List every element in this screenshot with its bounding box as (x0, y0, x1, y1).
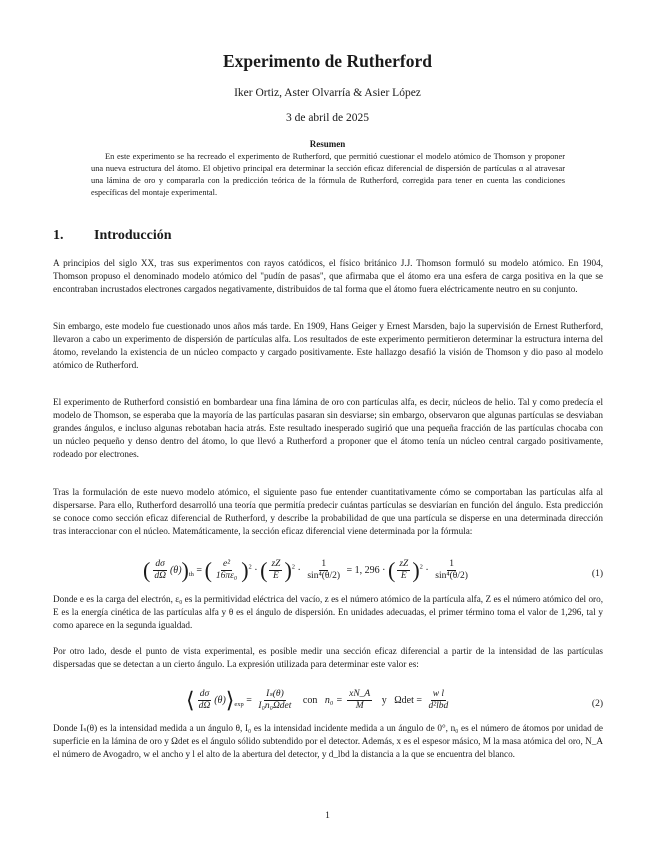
paragraph-1: A principios del siglo XX, tras sus experimentos con rayos catódicos, el físico británico J.J. Thomson formuló su modelo atómico. En 1904, Thomson propuso el denominado modelo atómico del "pudín de pasas", que afirmaba que el átomo era una esfera de carga positiva en la que se encontraban incrustados electrones cargados negativamente, distribuidos de tal forma que el átomo fuera eléctricamente neutro en su conjunto. (53, 258, 603, 294)
paper-date: 3 de abril de 2025 (285, 112, 370, 124)
paragraph-3: El experimento de Rutherford consistió en bombardear una fina lámina de oro con partículas alfa, es decir, núcleos de helio. Tal y como predecía el modelo de Thomson, se esperaba que la mayoría de las partículas pasaran sin desviarse; sin embargo, observaron que algunas partículas se desviaban grandes ángulos, e incluso algunas rebotaban hacia atrás. Este resultado inesperado sugirió que una pequeña fracción de las partículas chocaba con un núcleo pequeño y denso dentro del átomo, lo que llevó a Rutherford a proponer que el átomo tenía un núcleo central cargado positivamente, rodeado por electrones. (53, 397, 603, 459)
equation-1-body: ( $\frac{d\sigma}{d\Omega}$ $(\theta))_{th}$ = ( $\frac{\text{e²}}{\text{16πε₀}}$ )$^2$ · ( $\frac{zZ}{E}$ )$^2$ · $\frac{1}{\text{sin⁴(θ/2)}}$ = 1, 296 · ( $\frac{zZ}{E}$ )$^2$ · $\frac{1}{\text{sin⁴(θ/2)}}$ (143, 557, 468, 583)
section-heading (53, 228, 172, 244)
section-title: Introducción (94, 228, 172, 243)
abstract-text: En este experimento se ha recreado el experimento de Rutherford, que permitió cuestionar el modelo atómico de Thomson y proponer una nueva estructura del átomo. El objetivo principal era determinar la sección eficaz diferencial de dispersión de partículas α al atravesar una lámina de oro y compararla con la predicción teórica de la fórmula de Rutherford, corregida para tener en cuenta las condiciones específicas del montaje experimental. (91, 152, 565, 197)
equation-1 (53, 559, 603, 593)
paragraph-7: Donde Iₛ(θ) es la intensidad medida a un ángulo θ, I₀ es la intensidad incidente medida a un ángulo de 0°, n₀ es el número de átomos por unidad de superficie en la lámina de oro y Ωdet es el ángulo sólido subtendido por el detector. Además, x es el espesor másico, M la masa atómica del oro, N_A el número de Avogadro, w el ancho y l el alto de la abertura del detector, y d_lbd la distancia a la que se encuentra del blanco. (53, 723, 603, 759)
paragraph-5: Donde e es la carga del electrón, ε₀ es la permitividad eléctrica del vacío, z es el número atómico de la partícula alfa, Z es el número atómico del oro, E es la energía cinética de las partículas alfa y θ es el ángulo de dispersión. En unidades adecuadas, el primer término toma el valor de 1,296, tal y como aparece en la segunda igualdad. (53, 594, 603, 630)
paper-title: Experimento de Rutherford (222, 51, 432, 71)
equation-2-number: (2) (591, 699, 603, 709)
paragraph-4: Tras la formulación de este nuevo modelo atómico, el siguiente paso fue entender cuantitativamente cómo se comportaban las partículas alfa al dispersarse. Para ello, Rutherford desarrolló una teoría que permitía predecir cuántas partículas se desviarían en función del ángulo. Esta predicción se conoce como sección eficaz diferencial de Rutherford, y describe la probabilidad de que una partícula se disperse en una determinada dirección tras interaccionar con el núcleo. Matemáticamente, la sección eficaz diferencial viene determinada por la fórmula: (53, 487, 603, 536)
abstract-heading: Resumen (309, 139, 346, 149)
paragraph-2: Sin embargo, este modelo fue cuestionado unos años más tarde. En 1909, Hans Geiger y Ernest Marsden, bajo la supervisión de Ernest Rutherford, llevaron a cabo un experimento de dispersión de partículas alfa. Los resultados de este experimento permitieron determinar la estructura interna del átomo, revelando la existencia de un núcleo compacto y cargado positivamente. Este hallazgo desafió la visión de Thomson y dio paso al modelo atómico de Rutherford. (53, 321, 603, 370)
equation-2-body: ⟨ $\frac{d\sigma}{d\Omega}$ $(\theta)⟩_{exp}$ = $\frac{\text{Iₛ(θ)}}{\text{I₀n₀Ωdet}}$ con n₀ = $\frac{xN\_A}{M}$ y Ωdet = $\frac{\text{w l}}{\text{d²lbd}}$ (186, 687, 449, 713)
section-number: 1. (53, 228, 64, 243)
paragraph-6: Por otro lado, desde el punto de vista experimental, es posible medir una sección eficaz diferencial a partir de la intensidad de las partículas dispersadas que se detectan a un cierto ángulo. La expresión utilizada para determinar este valor es: (53, 646, 603, 669)
paper-authors: Iker Ortiz, Aster Olvarría & Asier López (234, 87, 421, 99)
page-number: 1 (325, 811, 330, 821)
equation-2 (53, 689, 603, 721)
equation-1-number: (1) (591, 569, 603, 579)
